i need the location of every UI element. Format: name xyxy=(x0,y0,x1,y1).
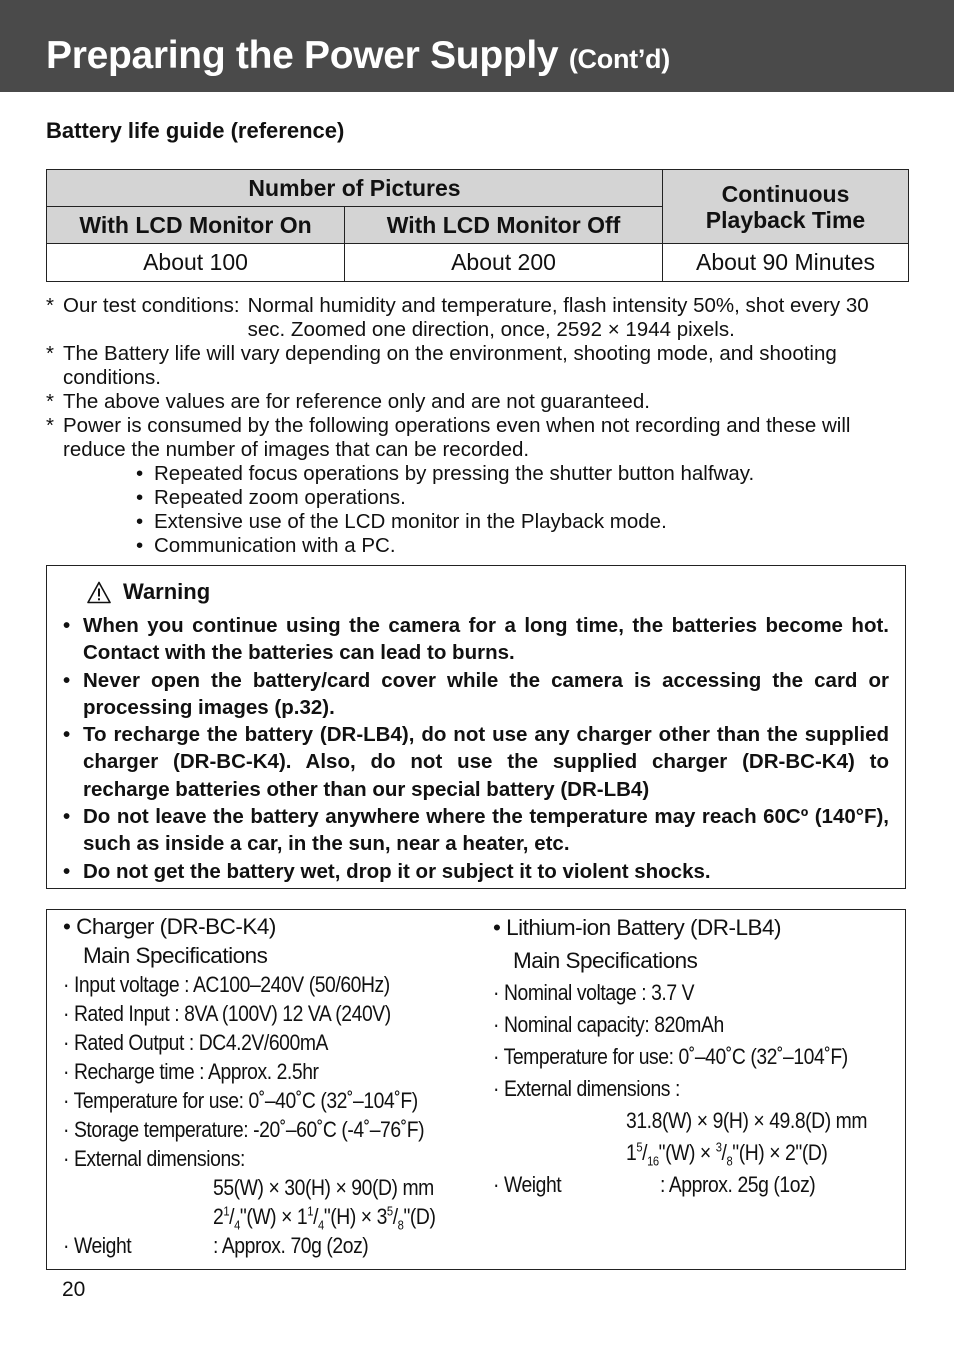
fraction-num: 5 xyxy=(386,1203,393,1219)
page-header xyxy=(0,0,954,92)
warning-triangle-icon xyxy=(87,581,111,604)
note-star: * xyxy=(46,414,54,437)
lcd-off-value: About 200 xyxy=(345,244,663,282)
charger-subheading: Main Specifications xyxy=(83,943,268,968)
playback-header-line2: Playback Time xyxy=(705,206,866,233)
dim-part: "(H) × 2"(D) xyxy=(732,1140,828,1165)
page-title xyxy=(46,34,670,78)
lcd-on-header: With LCD Monitor On xyxy=(47,207,345,244)
fraction-num: 5 xyxy=(636,1139,643,1155)
notes xyxy=(46,294,908,558)
warning-box xyxy=(46,565,906,889)
dim-part: "(W) × xyxy=(658,1140,716,1165)
charger-rated-input xyxy=(63,1001,444,1027)
bullet: • xyxy=(63,614,71,637)
spec-text: · External dimensions: xyxy=(63,1146,245,1171)
note-star: * xyxy=(46,342,54,365)
fraction-den: 16 xyxy=(647,1153,659,1169)
list-item xyxy=(63,667,889,722)
page-title-text: Preparing the Power Supply xyxy=(46,34,559,77)
spec-text: · External dimensions : xyxy=(493,1076,680,1101)
note-reference xyxy=(46,390,908,414)
warning-text: To recharge the battery (DR-LB4), do not use any charger other than the supplied charger (DR-BC-K4). Also, do not use the supplied charger (DR-BC-K4) to recharge batteries other than our special battery (DR-LB4) xyxy=(83,723,889,801)
spec-text: : Approx. 25g (1oz) xyxy=(660,1172,816,1197)
spec-text: 31.8(W) × 9(H) × 49.8(D) mm xyxy=(626,1108,868,1133)
charger-recharge-time xyxy=(63,1059,360,1085)
spec-text: $1^5/_{16}"(W)$ × $^3/_8"(H)$ × 2"(D) xyxy=(626,1139,828,1169)
spec-text: · Nominal capacity: 820mAh xyxy=(493,1012,724,1037)
battery-temp-use xyxy=(493,1044,906,1070)
list-item: • Extensive use of the LCD monitor in the Playback mode. xyxy=(136,510,908,534)
list-item xyxy=(63,721,889,803)
playback-header-line1: Continuous xyxy=(721,180,850,207)
list-item xyxy=(63,803,889,858)
spec-text: $2^1/_4"(W)$ × $1^1/_4"(H)$ × $3^5/_8"(D)$ xyxy=(213,1203,436,1233)
list-item: • Repeated zoom operations. xyxy=(136,486,908,510)
battery-dims-inches xyxy=(626,1139,860,1169)
spec-text: · Rated Output : DC4.2V/600mA xyxy=(63,1030,329,1055)
list-item xyxy=(63,858,889,885)
fraction-num: 1 xyxy=(307,1203,314,1219)
fraction-den: 4 xyxy=(234,1217,240,1233)
specifications-box xyxy=(46,909,906,1270)
charger-weight-value xyxy=(213,1233,394,1259)
battery-weight-label xyxy=(493,1172,572,1198)
power-operations-list xyxy=(46,462,908,558)
dim-part: "(D) xyxy=(403,1204,436,1229)
charger-dims-label xyxy=(63,1146,275,1172)
battery-life-table xyxy=(46,169,909,282)
note-text: The Battery life will vary depending on the environment, shooting mode, and shooting conditions. xyxy=(63,342,837,389)
dim-part: "(W) × 1 xyxy=(239,1204,308,1229)
test-conditions-text: Normal humidity and temperature, flash intensity 50%, shot every 30 sec. Zoomed one direction, once, 2592 × 1944 pixels. xyxy=(247,294,869,341)
charger-heading: • Charger (DR-BC-K4) xyxy=(63,914,276,939)
charger-weight-label xyxy=(63,1233,142,1259)
battery-capacity xyxy=(493,1012,761,1038)
warning-text: Never open the battery/card cover while the camera is accessing the card or processing images (p.32). xyxy=(83,668,889,719)
spec-text: · Recharge time : Approx. 2.5hr xyxy=(63,1059,319,1084)
note-text: Power is consumed by the following operations even when not recording and these will reduce the number of images that can be recorded. xyxy=(63,414,851,461)
charger-temp-use xyxy=(63,1088,476,1114)
spec-text: · Nominal voltage : 3.7 V xyxy=(493,980,695,1005)
note-test-conditions xyxy=(46,294,908,342)
charger-dims-mm xyxy=(213,1175,470,1201)
charger-input-voltage xyxy=(63,972,443,998)
warning-title: Warning xyxy=(123,579,211,604)
spec-text: · Temperature for use: 0˚–40˚C (32˚–104˚F) xyxy=(63,1088,418,1113)
section-title: Battery life guide (reference) xyxy=(46,118,345,143)
note-power xyxy=(46,414,908,462)
number-of-pictures-header: Number of Pictures xyxy=(47,170,663,207)
page-number: 20 xyxy=(62,1278,86,1301)
fraction-den: 8 xyxy=(726,1153,733,1169)
battery-subheading: Main Specifications xyxy=(513,948,698,973)
test-conditions-row xyxy=(63,294,908,342)
fraction-den: 4 xyxy=(318,1217,324,1233)
lcd-on-value: About 100 xyxy=(47,244,345,282)
spec-text: · Rated Input : 8VA (100V) 12 VA (240V) xyxy=(63,1001,391,1026)
warning-heading xyxy=(87,579,210,605)
spec-text: · Input voltage : AC100–240V (50/60Hz) xyxy=(63,972,390,997)
list-item: • Repeated focus operations by pressing the shutter button halfway. xyxy=(136,462,908,486)
playback-value: About 90 Minutes xyxy=(663,244,909,282)
test-conditions-label: Our test conditions: xyxy=(63,294,240,317)
list-item: • Communication with a PC. xyxy=(136,534,908,558)
spec-text: · Temperature for use: 0˚–40˚C (32˚–104˚F) xyxy=(493,1044,848,1069)
fraction-num: 1 xyxy=(223,1203,230,1219)
playback-time-header xyxy=(663,170,909,244)
note-text: The above values are for reference only and are not guaranteed. xyxy=(63,390,650,413)
battery-voltage xyxy=(493,980,727,1006)
dim-part: 2 xyxy=(213,1204,224,1229)
note-star: * xyxy=(46,294,54,317)
list-item xyxy=(63,612,889,667)
battery-dims-mm xyxy=(626,1108,906,1134)
battery-dims-label xyxy=(493,1076,710,1102)
spec-text: 55(W) × 30(H) × 90(D) mm xyxy=(213,1175,434,1200)
spec-text: · Weight xyxy=(493,1172,562,1197)
battery-weight-value xyxy=(660,1172,841,1198)
charger-dims-inches xyxy=(213,1203,472,1233)
bullet: • xyxy=(63,805,71,829)
warning-text: When you continue using the camera for a long time, the batteries become hot. Contact with the batteries can lead to burns. xyxy=(83,614,889,665)
table-row xyxy=(47,244,909,282)
bullet: • xyxy=(63,859,71,883)
dim-part: 1 xyxy=(626,1140,637,1165)
spec-text: : Approx. 70g (2oz) xyxy=(213,1233,369,1258)
bullet: • xyxy=(63,723,71,747)
warning-list xyxy=(63,612,889,885)
note-battery-life xyxy=(46,342,908,390)
battery-heading: • Lithium-ion Battery (DR-LB4) xyxy=(493,915,781,940)
page-title-suffix: (Cont’d) xyxy=(568,44,670,74)
charger-rated-output xyxy=(63,1030,371,1056)
fraction-num: 3 xyxy=(715,1139,722,1155)
table-header-row xyxy=(47,170,909,207)
charger-temp-storage xyxy=(63,1117,483,1143)
bullet: • xyxy=(63,668,71,692)
spec-text: · Storage temperature: -20˚–60˚C (-4˚–76˚F) xyxy=(63,1117,425,1142)
dim-part: "(H) × 3 xyxy=(323,1204,387,1229)
warning-text: Do not get the battery wet, drop it or subject it to violent shocks. xyxy=(83,859,711,883)
lcd-off-header: With LCD Monitor Off xyxy=(345,207,663,244)
fraction-den: 8 xyxy=(397,1217,404,1233)
spec-text: · Weight xyxy=(63,1233,132,1258)
warning-text: Do not leave the battery anywhere where the temperature may reach 60Cº (140°F), such as inside a car, in the sun, near a heater, etc. xyxy=(83,805,889,856)
note-star: * xyxy=(46,390,54,413)
